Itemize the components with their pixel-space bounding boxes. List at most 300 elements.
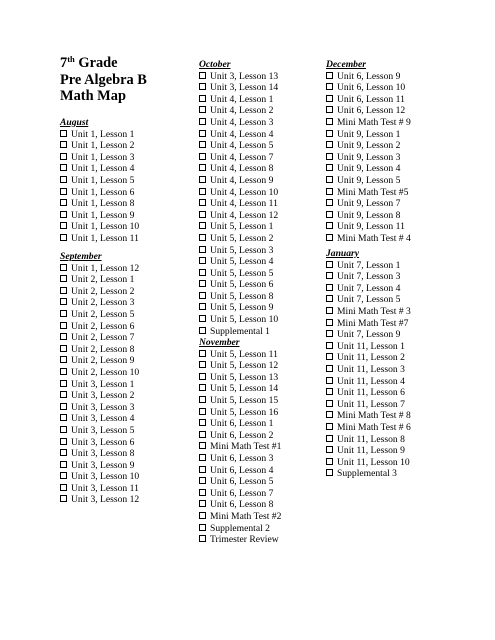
checklist-item-label: Mini Math Test #7 (337, 317, 409, 329)
checklist-item-label: Unit 2, Lesson 7 (71, 332, 135, 344)
checklist-item-label: Unit 5, Lesson 3 (210, 244, 274, 256)
checkbox-icon[interactable] (199, 361, 206, 368)
checklist-item-label: Unit 5, Lesson 13 (210, 371, 279, 383)
checkbox-icon[interactable] (199, 95, 206, 102)
checkbox-icon[interactable] (60, 472, 67, 479)
month-heading-september: September (60, 251, 102, 262)
checkbox-icon[interactable] (60, 176, 67, 183)
checkbox-icon[interactable] (199, 246, 206, 253)
checklist-item-label: Unit 11, Lesson 9 (337, 445, 405, 457)
checklist-item (326, 94, 411, 106)
checklist-item (60, 483, 139, 495)
checklist-item-label: Unit 5, Lesson 6 (210, 279, 274, 291)
checklist-item-label: Unit 11, Lesson 7 (337, 398, 405, 410)
checkbox-icon[interactable] (60, 426, 67, 433)
checklist-january (326, 260, 411, 480)
checklist-item-label: Unit 7, Lesson 1 (337, 259, 401, 271)
checkbox-icon[interactable] (199, 442, 206, 449)
checklist-item (199, 163, 278, 175)
checklist-item (199, 268, 278, 280)
checklist-item (60, 390, 139, 402)
checklist-november (199, 349, 281, 546)
checklist-item (60, 286, 139, 298)
checkbox-icon[interactable] (60, 449, 67, 456)
checkbox-icon[interactable] (199, 327, 206, 334)
checklist-item (199, 395, 281, 407)
checklist-item (326, 434, 411, 446)
checkbox-icon[interactable] (199, 222, 206, 229)
checkbox-icon[interactable] (199, 431, 206, 438)
checkbox-icon[interactable] (199, 269, 206, 276)
checkbox-icon[interactable] (60, 211, 67, 218)
checklist-item (199, 499, 281, 511)
checkbox-icon[interactable] (60, 141, 67, 148)
checkbox-icon[interactable] (326, 176, 333, 183)
checklist-item (326, 152, 411, 164)
checkbox-icon[interactable] (199, 454, 206, 461)
checklist-item (199, 152, 278, 164)
checklist-item-label: Unit 4, Lesson 4 (210, 128, 274, 140)
checkbox-icon[interactable] (199, 396, 206, 403)
checklist-item (199, 279, 278, 291)
checklist-item (326, 82, 411, 94)
checkbox-icon[interactable] (326, 130, 333, 137)
checkbox-icon[interactable] (199, 118, 206, 125)
checklist-item (326, 468, 411, 480)
checkbox-icon[interactable] (326, 319, 333, 326)
checklist-item (199, 349, 281, 361)
month-block-august (60, 117, 139, 245)
checklist-item (60, 413, 139, 425)
checkbox-icon[interactable] (199, 153, 206, 160)
checklist-item (326, 271, 411, 283)
checkbox-icon[interactable] (326, 199, 333, 206)
checklist-item (326, 457, 411, 469)
checkbox-icon[interactable] (60, 495, 67, 502)
checklist-item (60, 379, 139, 391)
checkbox-icon[interactable] (60, 153, 67, 160)
checklist-item-label: Unit 3, Lesson 11 (71, 482, 139, 494)
checkbox-icon[interactable] (199, 234, 206, 241)
checkbox-icon[interactable] (60, 461, 67, 468)
checkbox-icon[interactable] (199, 350, 206, 357)
checklist-item (199, 372, 281, 384)
checkbox-icon[interactable] (326, 188, 333, 195)
checkbox-icon[interactable] (199, 373, 206, 380)
checklist-item (326, 140, 411, 152)
checkbox-icon[interactable] (326, 307, 333, 314)
checkbox-icon[interactable] (326, 353, 333, 360)
checklist-item-label: Mini Math Test # 9 (337, 116, 411, 128)
checkbox-icon[interactable] (326, 72, 333, 79)
checkbox-icon[interactable] (60, 130, 67, 137)
checklist-item (199, 94, 278, 106)
checkbox-icon[interactable] (60, 368, 67, 375)
checklist-item (199, 523, 281, 535)
checklist-item-label: Unit 6, Lesson 10 (337, 82, 406, 94)
checklist-item-label: Unit 2, Lesson 2 (71, 285, 135, 297)
checklist-item-label: Unit 11, Lesson 8 (337, 433, 405, 445)
checklist-item (60, 163, 139, 175)
checkbox-icon[interactable] (60, 484, 67, 491)
checkbox-icon[interactable] (199, 83, 206, 90)
checkbox-icon[interactable] (199, 72, 206, 79)
checklist-item-label: Unit 5, Lesson 8 (210, 290, 274, 302)
checkbox-icon[interactable] (326, 164, 333, 171)
checklist-item-label: Unit 9, Lesson 4 (337, 163, 401, 175)
checklist-item (326, 399, 411, 411)
checklist-october (199, 71, 278, 338)
checkbox-icon[interactable] (326, 234, 333, 241)
checklist-item (199, 105, 278, 117)
checklist-item (326, 352, 411, 364)
checklist-item (199, 233, 278, 245)
checklist-item-label: Unit 7, Lesson 5 (337, 294, 401, 306)
checklist-item-label: Unit 11, Lesson 2 (337, 352, 405, 364)
checklist-item (199, 221, 278, 233)
checklist-item-label: Unit 3, Lesson 1 (71, 378, 135, 390)
checkbox-icon[interactable] (60, 438, 67, 445)
checklist-item (326, 445, 411, 457)
checklist-item-label: Unit 1, Lesson 3 (71, 151, 135, 163)
checklist-item (60, 263, 139, 275)
checklist-item (60, 221, 139, 233)
checklist-item-label: Unit 4, Lesson 7 (210, 151, 274, 163)
checklist-item-label: Supplemental 2 (210, 522, 270, 534)
checklist-item (60, 321, 139, 333)
checkbox-icon[interactable] (199, 303, 206, 310)
checklist-item-label: Unit 7, Lesson 9 (337, 329, 401, 341)
checklist-item (199, 511, 281, 523)
checkbox-icon[interactable] (199, 292, 206, 299)
checkbox-icon[interactable] (199, 512, 206, 519)
checklist-item-label: Unit 2, Lesson 3 (71, 297, 135, 309)
checklist-item (199, 198, 278, 210)
checklist-item (326, 233, 411, 245)
checklist-item-label: Unit 2, Lesson 9 (71, 355, 135, 367)
checkbox-icon[interactable] (60, 275, 67, 282)
checkbox-icon[interactable] (326, 295, 333, 302)
checkbox-icon[interactable] (326, 423, 333, 430)
checklist-item (326, 260, 411, 272)
checklist-item (199, 210, 278, 222)
checklist-item-label: Unit 3, Lesson 9 (71, 459, 135, 471)
checklist-item-label: Unit 3, Lesson 4 (71, 413, 135, 425)
checklist-item (199, 71, 278, 83)
checkbox-icon[interactable] (326, 261, 333, 268)
checklist-item-label: Trimester Review (210, 534, 279, 546)
month-heading-october: October (199, 59, 231, 70)
checkbox-icon[interactable] (60, 234, 67, 241)
checklist-item (60, 309, 139, 321)
checklist-item-label: Unit 11, Lesson 1 (337, 340, 405, 352)
checklist-item-label: Mini Math Test # 8 (337, 410, 411, 422)
checklist-item (199, 117, 278, 129)
checkbox-icon[interactable] (199, 199, 206, 206)
checklist-item (199, 302, 278, 314)
checkbox-icon[interactable] (60, 403, 67, 410)
checklist-item (60, 402, 139, 414)
checklist-item-label: Unit 4, Lesson 9 (210, 174, 274, 186)
checklist-item-label: Unit 5, Lesson 14 (210, 383, 279, 395)
checklist-item-label: Unit 3, Lesson 8 (71, 448, 135, 460)
checklist-item (199, 129, 278, 141)
checklist-item-label: Unit 5, Lesson 1 (210, 221, 274, 233)
checklist-item-label: Unit 1, Lesson 8 (71, 198, 135, 210)
grade-word: Grade (78, 55, 118, 71)
checklist-item (199, 140, 278, 152)
checklist-item (326, 210, 411, 222)
checklist-item-label: Unit 9, Lesson 3 (337, 151, 401, 163)
checklist-item-label: Unit 7, Lesson 4 (337, 282, 401, 294)
checklist-item-label: Unit 5, Lesson 15 (210, 394, 279, 406)
checklist-item-label: Unit 6, Lesson 1 (210, 418, 274, 430)
checklist-item-label: Mini Math Test # 6 (337, 421, 411, 433)
checklist-item-label: Unit 6, Lesson 4 (210, 464, 274, 476)
checklist-item-label: Unit 4, Lesson 1 (210, 93, 274, 105)
checklist-item-label: Unit 3, Lesson 12 (71, 494, 140, 506)
checklist-item-label: Unit 6, Lesson 11 (337, 93, 405, 105)
checklist-item (60, 274, 139, 286)
checkbox-icon[interactable] (326, 118, 333, 125)
checkbox-icon[interactable] (199, 489, 206, 496)
checklist-item-label: Unit 4, Lesson 3 (210, 116, 274, 128)
month-heading-november: November (199, 337, 240, 348)
checklist-item-label: Mini Math Test #2 (210, 510, 282, 522)
checklist-item (60, 425, 139, 437)
checklist-item (199, 441, 281, 453)
checkbox-icon[interactable] (60, 222, 67, 229)
checkbox-icon[interactable] (199, 211, 206, 218)
checkbox-icon[interactable] (199, 408, 206, 415)
checkbox-icon[interactable] (326, 141, 333, 148)
checkbox-icon[interactable] (326, 388, 333, 395)
checklist-item-label: Unit 6, Lesson 8 (210, 499, 274, 511)
checkbox-icon[interactable] (60, 199, 67, 206)
checklist-item (326, 364, 411, 376)
checklist-item-label: Unit 3, Lesson 10 (71, 471, 140, 483)
checkbox-icon[interactable] (199, 164, 206, 171)
checkbox-icon[interactable] (199, 176, 206, 183)
checklist-item (60, 210, 139, 222)
checkbox-icon[interactable] (326, 272, 333, 279)
checklist-item (326, 71, 411, 83)
checkbox-icon[interactable] (326, 365, 333, 372)
month-heading-august: August (60, 117, 89, 128)
checklist-item-label: Unit 4, Lesson 2 (210, 105, 274, 117)
checklist-item (60, 494, 139, 506)
checklist-item (326, 410, 411, 422)
checkbox-icon[interactable] (326, 400, 333, 407)
grade-suffix: th (67, 54, 75, 64)
title-line-course: Pre Algebra B (60, 71, 147, 88)
checklist-item-label: Unit 9, Lesson 8 (337, 209, 401, 221)
checklist-item-label: Unit 2, Lesson 1 (71, 274, 135, 286)
checkbox-icon[interactable] (326, 458, 333, 465)
checklist-item-label: Unit 5, Lesson 9 (210, 302, 274, 314)
checklist-item-label: Mini Math Test # 3 (337, 305, 411, 317)
checkbox-icon[interactable] (60, 298, 67, 305)
checklist-item-label: Unit 1, Lesson 9 (71, 209, 135, 221)
checklist-item (199, 453, 281, 465)
checklist-september (60, 263, 139, 506)
checkbox-icon[interactable] (326, 106, 333, 113)
checklist-item-label: Unit 5, Lesson 11 (210, 348, 278, 360)
grade-number: 7 (60, 55, 68, 71)
checkbox-icon[interactable] (326, 284, 333, 291)
checklist-item-label: Unit 1, Lesson 12 (71, 262, 140, 274)
checklist-item-label: Unit 5, Lesson 16 (210, 406, 279, 418)
checkbox-icon[interactable] (60, 188, 67, 195)
checklist-item-label: Unit 6, Lesson 2 (210, 429, 274, 441)
checkbox-icon[interactable] (60, 356, 67, 363)
checklist-item-label: Mini Math Test #5 (337, 186, 409, 198)
checkbox-icon[interactable] (199, 524, 206, 531)
checklist-item (199, 326, 278, 338)
checklist-item-label: Unit 7, Lesson 3 (337, 271, 401, 283)
checklist-item-label: Supplemental 1 (210, 325, 270, 337)
checkbox-icon[interactable] (199, 466, 206, 473)
checklist-item (326, 422, 411, 434)
checklist-item-label: Unit 9, Lesson 5 (337, 174, 401, 186)
checklist-item-label: Mini Math Test #1 (210, 441, 282, 453)
checkbox-icon[interactable] (60, 164, 67, 171)
checklist-item-label: Unit 6, Lesson 12 (337, 105, 406, 117)
checklist-item-label: Unit 11, Lesson 3 (337, 363, 405, 375)
checklist-item-label: Unit 9, Lesson 1 (337, 128, 401, 140)
checkbox-icon[interactable] (60, 310, 67, 317)
checklist-item-label: Unit 1, Lesson 5 (71, 174, 135, 186)
checklist-item-label: Unit 5, Lesson 12 (210, 360, 279, 372)
checklist-item (199, 82, 278, 94)
checklist-item (60, 129, 139, 141)
checklist-item-label: Unit 4, Lesson 5 (210, 140, 274, 152)
checklist-item (199, 418, 281, 430)
month-heading-january: January (326, 248, 360, 259)
checkbox-icon[interactable] (326, 435, 333, 442)
checklist-item (326, 175, 411, 187)
checkbox-icon[interactable] (326, 469, 333, 476)
checklist-item (326, 306, 411, 318)
checklist-item (326, 105, 411, 117)
month-block-november (199, 337, 281, 546)
checklist-item (60, 448, 139, 460)
checkbox-icon[interactable] (199, 315, 206, 322)
checklist-item (326, 221, 411, 233)
checklist-item (199, 488, 281, 500)
checkbox-icon[interactable] (199, 257, 206, 264)
checklist-item-label: Unit 2, Lesson 8 (71, 343, 135, 355)
checkbox-icon[interactable] (326, 153, 333, 160)
checkbox-icon[interactable] (199, 384, 206, 391)
checkbox-icon[interactable] (199, 106, 206, 113)
checklist-item-label: Unit 6, Lesson 9 (337, 70, 401, 82)
checkbox-icon[interactable] (326, 411, 333, 418)
checkbox-icon[interactable] (199, 535, 206, 542)
checklist-item (60, 198, 139, 210)
checklist-item (199, 314, 278, 326)
checklist-item-label: Unit 9, Lesson 2 (337, 140, 401, 152)
checkbox-icon[interactable] (199, 141, 206, 148)
checklist-item-label: Supplemental 3 (337, 468, 397, 480)
checkbox-icon[interactable] (60, 322, 67, 329)
checkbox-icon[interactable] (60, 391, 67, 398)
checklist-item-label: Unit 11, Lesson 10 (337, 456, 410, 468)
checklist-item (326, 318, 411, 330)
checkbox-icon[interactable] (60, 414, 67, 421)
checkbox-icon[interactable] (60, 345, 67, 352)
checkbox-icon[interactable] (199, 419, 206, 426)
checklist-item (60, 367, 139, 379)
checklist-item (60, 175, 139, 187)
checkbox-icon[interactable] (60, 380, 67, 387)
checklist-item-label: Unit 1, Lesson 4 (71, 163, 135, 175)
checklist-item-label: Mini Math Test # 4 (337, 232, 411, 244)
checkbox-icon[interactable] (199, 500, 206, 507)
checklist-item (60, 344, 139, 356)
checklist-item (60, 471, 139, 483)
checkbox-icon[interactable] (326, 83, 333, 90)
checklist-item-label: Unit 11, Lesson 6 (337, 387, 405, 399)
checklist-item (199, 187, 278, 199)
checklist-item (60, 460, 139, 472)
checklist-item (60, 140, 139, 152)
checkbox-icon[interactable] (326, 446, 333, 453)
checkbox-icon[interactable] (199, 280, 206, 287)
checklist-item (326, 341, 411, 353)
checklist-item (326, 376, 411, 388)
month-heading-december: December (326, 59, 366, 70)
month-block-october (199, 59, 278, 337)
checkbox-icon[interactable] (326, 211, 333, 218)
checkbox-icon[interactable] (60, 287, 67, 294)
checkbox-icon[interactable] (326, 330, 333, 337)
checkbox-icon[interactable] (326, 95, 333, 102)
checklist-item-label: Unit 4, Lesson 11 (210, 198, 278, 210)
month-block-september (60, 251, 139, 506)
checklist-item-label: Unit 11, Lesson 4 (337, 375, 405, 387)
checklist-item-label: Unit 1, Lesson 1 (71, 128, 135, 140)
checklist-item-label: Unit 6, Lesson 7 (210, 487, 274, 499)
checklist-item-label: Unit 3, Lesson 14 (210, 82, 279, 94)
title-line-map: Math Map (60, 88, 126, 105)
checkbox-icon[interactable] (60, 333, 67, 340)
checkbox-icon[interactable] (326, 377, 333, 384)
checkbox-icon[interactable] (60, 264, 67, 271)
page-title (60, 55, 147, 105)
checkbox-icon[interactable] (199, 477, 206, 484)
checklist-item (60, 332, 139, 344)
checkbox-icon[interactable] (326, 222, 333, 229)
checklist-item (199, 383, 281, 395)
checklist-item-label: Unit 9, Lesson 11 (337, 221, 405, 233)
checklist-item (199, 245, 278, 257)
checklist-item-label: Unit 4, Lesson 8 (210, 163, 274, 175)
checklist-item-label: Unit 1, Lesson 6 (71, 186, 135, 198)
checklist-item (199, 465, 281, 477)
checkbox-icon[interactable] (199, 130, 206, 137)
checklist-item-label: Unit 3, Lesson 6 (71, 436, 135, 448)
checkbox-icon[interactable] (326, 342, 333, 349)
checklist-item-label: Unit 5, Lesson 10 (210, 314, 279, 326)
checklist-item (60, 355, 139, 367)
checklist-item (326, 187, 411, 199)
checklist-item (60, 187, 139, 199)
month-block-december (326, 59, 411, 245)
checklist-item-label: Unit 3, Lesson 13 (210, 70, 279, 82)
checkbox-icon[interactable] (199, 188, 206, 195)
checklist-item (199, 291, 278, 303)
